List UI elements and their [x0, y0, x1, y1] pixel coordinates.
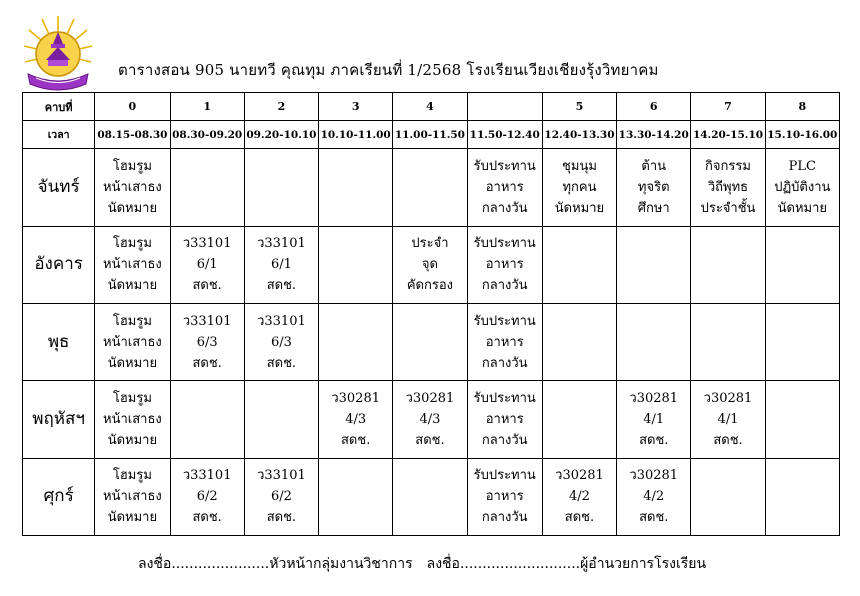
cell-line: กิจกรรม [705, 158, 751, 174]
schedule-cell [393, 381, 467, 458]
cell-line: สดช. [639, 510, 669, 526]
schedule-cell [691, 303, 765, 380]
schedule-cell [244, 226, 318, 303]
cell-line: 4/2 [569, 489, 590, 505]
cell-line: ว33101 [257, 313, 306, 329]
schedule-cell [542, 149, 616, 226]
cell-line: ประจำ [411, 236, 449, 252]
cell-line: นัดหมาย [107, 510, 158, 526]
schedule-cell [542, 458, 616, 535]
signature-line [138, 553, 706, 575]
schedule-cell [170, 458, 244, 535]
cell-line: โฮมรูม [112, 236, 152, 252]
cell-line: รับประทาน [473, 236, 536, 252]
time-label: เวลา [23, 121, 95, 149]
schedule-cell [765, 381, 839, 458]
cell-line: ว30281 [555, 468, 604, 484]
cell-line: 4/1 [643, 411, 665, 427]
page-title: ตารางสอน 905 นายทวี คุณทุม ภาคเรียนที่ 1/2568 โรงเรียนเวียงเชียงรุ้งวิทยาคม [118, 61, 659, 79]
period-time: 08.30-09.20 [170, 121, 244, 149]
cell-line: ว30281 [405, 390, 455, 406]
cell-line: คัดกรอง [406, 278, 454, 294]
period-number: 3 [319, 93, 393, 121]
cell-line: ว33101 [257, 236, 306, 252]
period-time: 14.20-15.10 [691, 121, 765, 149]
period-label: คาบที่ [23, 93, 95, 121]
cell-line: ว33101 [182, 236, 232, 252]
schedule-cell [95, 149, 170, 226]
cell-line: นัดหมาย [777, 200, 828, 216]
cell-line: อาหาร [485, 411, 524, 427]
cell-line: ว30281 [703, 390, 753, 406]
cell-line: ว30281 [629, 468, 679, 484]
period-number: 6 [617, 93, 691, 121]
cell-line: ทุกคน [562, 179, 597, 195]
cell-line: ว30281 [331, 390, 380, 406]
period-time: 09.20-10.10 [244, 121, 318, 149]
signature-academic-head: ลงชื่อ......................หัวหน้ากลุ่มงานวิชาการ [138, 556, 413, 572]
schedule-cell [765, 226, 839, 303]
cell-line: ว33101 [182, 313, 232, 329]
cell-line: PLC [788, 158, 816, 174]
cell-line: หน้าเสาธง [103, 179, 162, 195]
cell-line: นัดหมาย [107, 432, 158, 448]
schedule-cell [170, 149, 244, 226]
period-time: 08.15-08.30 [95, 121, 170, 149]
cell-line: นัดหมาย [107, 355, 158, 371]
cell-line: จุด [421, 257, 438, 273]
cell-line: 6/2 [196, 489, 218, 505]
cell-line: นัดหมาย [107, 200, 158, 216]
schedule-cell [170, 381, 244, 458]
cell-line: ประจำชั้น [700, 200, 756, 216]
schedule-cell [319, 303, 393, 380]
school-emblem-icon [22, 14, 94, 94]
schedule-cell [467, 149, 542, 226]
signature-director: ลงชื่อ...........................ผู้อำนวยการโรงเรียน [426, 556, 707, 572]
cell-line: สดช. [639, 432, 669, 448]
schedule-cell [95, 381, 170, 458]
day-name: จันทร์ [23, 149, 95, 226]
cell-line: ทุจริต [637, 179, 670, 195]
period-number: 1 [170, 93, 244, 121]
cell-line: 4/2 [643, 489, 665, 505]
cell-line: อาหาร [485, 334, 524, 350]
cell-line: โฮมรูม [112, 313, 152, 329]
cell-line: นัดหมาย [107, 278, 158, 294]
schedule-cell [542, 226, 616, 303]
period-number [467, 93, 542, 121]
cell-line: 4/3 [345, 411, 367, 427]
cell-line: ว33101 [257, 468, 306, 484]
cell-line: 6/2 [270, 489, 292, 505]
schedule-cell [617, 458, 691, 535]
cell-line: หน้าเสาธง [103, 489, 162, 505]
cell-line: หน้าเสาธง [103, 334, 162, 350]
schedule-cell [393, 226, 467, 303]
cell-line: สดช. [564, 510, 595, 526]
cell-line: หน้าเสาธง [103, 257, 162, 273]
cell-line: สดช. [713, 432, 743, 448]
schedule-cell [95, 226, 170, 303]
schedule-cell [393, 303, 467, 380]
schedule-cell [467, 303, 542, 380]
schedule-cell [765, 458, 839, 535]
cell-line: กลางวัน [481, 278, 528, 294]
cell-line: อาหาร [485, 489, 524, 505]
cell-line: กลางวัน [481, 510, 528, 526]
cell-line: ศึกษา [637, 200, 670, 216]
period-number: 4 [393, 93, 467, 121]
period-time: 11.50-12.40 [467, 121, 542, 149]
schedule-cell [617, 149, 691, 226]
cell-line: สดช. [266, 355, 297, 371]
period-header-row [23, 93, 840, 121]
cell-line: ต้าน [641, 158, 667, 174]
cell-line: สดช. [192, 278, 222, 294]
cell-line: ว33101 [182, 468, 232, 484]
schedule-cell [95, 303, 170, 380]
period-number: 2 [244, 93, 318, 121]
day-row [23, 303, 840, 380]
schedule-cell [319, 149, 393, 226]
cell-line: 4/1 [717, 411, 739, 427]
period-number: 5 [542, 93, 616, 121]
day-row [23, 149, 840, 226]
cell-line: รับประทาน [473, 468, 536, 484]
cell-line: กลางวัน [481, 432, 528, 448]
cell-line: ชุมนุม [562, 158, 597, 174]
time-header-row [23, 121, 840, 149]
cell-line: กลางวัน [481, 355, 528, 371]
period-number: 0 [95, 93, 170, 121]
period-number: 7 [691, 93, 765, 121]
schedule-cell [765, 303, 839, 380]
day-name: พุธ [23, 303, 95, 380]
cell-line: โฮมรูม [112, 390, 152, 406]
cell-line: นัดหมาย [554, 200, 605, 216]
day-row [23, 226, 840, 303]
cell-line: วิถีพุทธ [707, 179, 749, 195]
period-time: 11.00-11.50 [393, 121, 467, 149]
schedule-cell [319, 226, 393, 303]
schedule-cell [542, 303, 616, 380]
day-name: พฤหัสฯ [23, 381, 95, 458]
period-time: 10.10-11.00 [319, 121, 393, 149]
schedule-cell [393, 149, 467, 226]
schedule-cell [170, 303, 244, 380]
schedule-cell [617, 381, 691, 458]
cell-line: ปฏิบัติงาน [774, 179, 831, 195]
cell-line: สดช. [341, 432, 371, 448]
schedule-cell [393, 458, 467, 535]
period-time: 15.10-16.00 [765, 121, 839, 149]
cell-line: สดช. [192, 510, 222, 526]
schedule-cell [617, 303, 691, 380]
schedule-cell [691, 149, 765, 226]
cell-line: รับประทาน [473, 390, 536, 406]
cell-line: สดช. [266, 510, 297, 526]
day-row [23, 458, 840, 535]
period-time: 13.30-14.20 [617, 121, 691, 149]
schedule-cell [319, 381, 393, 458]
schedule-cell [691, 381, 765, 458]
schedule-cell [617, 226, 691, 303]
cell-line: 6/1 [196, 257, 218, 273]
cell-line: กลางวัน [481, 200, 528, 216]
timetable [22, 92, 840, 536]
schedule-cell [691, 226, 765, 303]
schedule-cell [95, 458, 170, 535]
schedule-cell [467, 226, 542, 303]
cell-line: อาหาร [485, 257, 524, 273]
schedule-cell [244, 303, 318, 380]
cell-line: สดช. [266, 278, 297, 294]
cell-line: อาหาร [485, 179, 524, 195]
schedule-cell [244, 381, 318, 458]
schedule-cell [691, 458, 765, 535]
day-row [23, 381, 840, 458]
cell-line: ว30281 [629, 390, 679, 406]
cell-line: รับประทาน [473, 158, 536, 174]
schedule-cell [467, 458, 542, 535]
cell-line: โฮมรูม [112, 158, 152, 174]
day-name: อังคาร [23, 226, 95, 303]
day-name: ศุกร์ [23, 458, 95, 535]
period-number: 8 [765, 93, 839, 121]
schedule-cell [542, 381, 616, 458]
period-time: 12.40-13.30 [542, 121, 616, 149]
schedule-cell [244, 149, 318, 226]
schedule-cell [244, 458, 318, 535]
cell-line: 4/3 [419, 411, 441, 427]
schedule-cell [467, 381, 542, 458]
cell-line: สดช. [192, 355, 222, 371]
cell-line: สดช. [415, 432, 445, 448]
schedule-cell [170, 226, 244, 303]
schedule-cell [319, 458, 393, 535]
schedule-cell [765, 149, 839, 226]
cell-line: 6/3 [270, 334, 292, 350]
cell-line: 6/3 [196, 334, 218, 350]
cell-line: หน้าเสาธง [103, 411, 162, 427]
cell-line: 6/1 [270, 257, 292, 273]
cell-line: รับประทาน [473, 313, 536, 329]
cell-line: โฮมรูม [112, 468, 152, 484]
